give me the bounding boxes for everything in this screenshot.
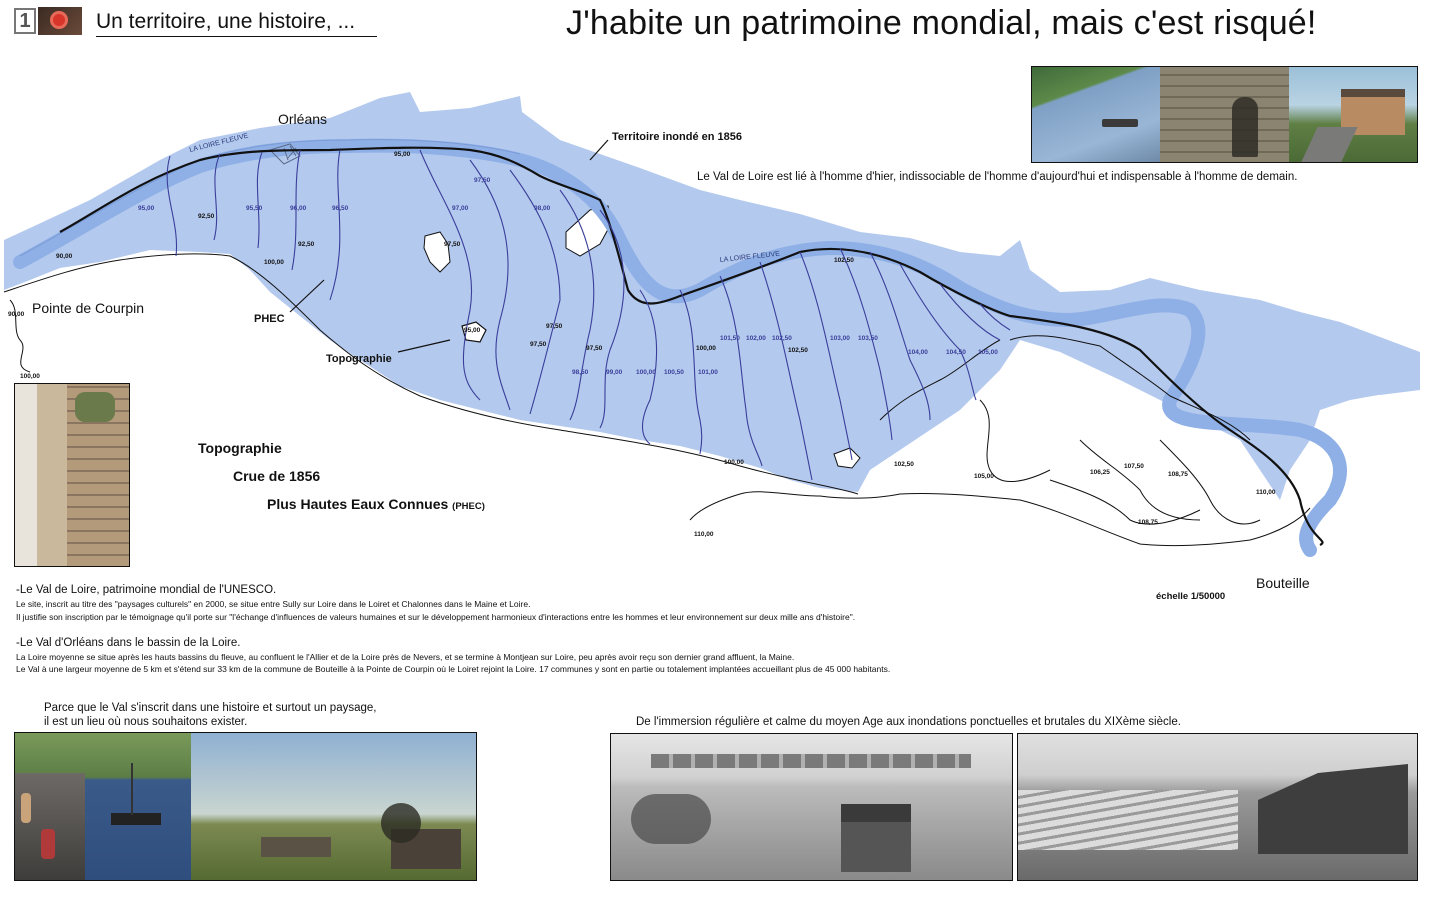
caption-inondations: De l'immersion régulière et calme du moyen Age aux inondations ponctuelles et brutales du XIXème siècle. (636, 716, 1181, 728)
contour-label: 92,50 (298, 241, 315, 248)
map-scale: échelle 1/50000 (1156, 591, 1226, 600)
page-title: J'habite un patrimoine mondial, mais c'est risqué! (566, 4, 1317, 42)
contour-label: 106,25 (1090, 469, 1110, 476)
place-orleans: Orléans (278, 111, 328, 127)
place-bouteille: Bouteille (1256, 575, 1310, 591)
contour-label: 103,00 (830, 335, 850, 342)
contour-label: 110,00 (694, 531, 714, 538)
contour-label: 102,50 (894, 461, 914, 468)
contour-label: 100,00 (20, 373, 40, 380)
place-pointe-de-courpin: Pointe de Courpin (32, 300, 145, 316)
contour-label: 96,50 (332, 205, 349, 212)
contour-label: 97,50 (530, 341, 547, 348)
section-badge (14, 6, 84, 36)
contour-label: 95,00 (464, 327, 481, 334)
contour-label: 104,00 (908, 349, 928, 356)
contour-label: 102,50 (834, 257, 854, 264)
contour-label: 100,00 (264, 259, 284, 266)
legend-phec (267, 496, 485, 512)
photo-stone-wall (14, 383, 130, 567)
annotation-phec: PHEC (254, 313, 285, 325)
contour-label: 107,50 (1124, 463, 1144, 470)
contour-label: 96,00 (290, 205, 307, 212)
contour-label: 97,50 (444, 241, 461, 248)
section-number: 1 (14, 8, 36, 34)
contour-label: 90,00 (56, 253, 73, 260)
contour-label: 95,00 (394, 151, 411, 158)
engraving-medieval-flood (610, 733, 1013, 881)
contour-label: 100,50 (664, 369, 684, 376)
poppy-thumbnail-image (38, 7, 82, 35)
contour-label: 92,50 (198, 213, 215, 220)
contour-label: 100,00 (636, 369, 656, 376)
contour-label: 97,50 (586, 345, 603, 352)
contour-label: 102,50 (772, 335, 792, 342)
contour-label: 103,50 (858, 335, 878, 342)
legend-crue-1856: Crue de 1856 (233, 468, 321, 484)
contour-label: 108,75 (1138, 519, 1158, 526)
contour-label: 98,00 (534, 205, 551, 212)
contour-label: 100,00 (724, 459, 744, 466)
heading-val-orleans: -Le Val d'Orléans dans le bassin de la Loire. (16, 637, 241, 649)
contour-label: 95,00 (138, 205, 155, 212)
contour-label: 98,50 (572, 369, 589, 376)
legend-phec-suffix: (PHEC) (452, 501, 485, 512)
paragraph-val-1: La Loire moyenne se situe après les hauts bassins du fleuve, au confluent le l'Allier et de la Loire près de Nevers, et se termine à Montjean sur Loire, peu après avoir reçu son dernier grand affluent, la Maine. (16, 652, 795, 662)
bottom-left-photo-strip (14, 732, 477, 881)
photo-dusk-farm (191, 733, 476, 880)
engraving-19th-century-flood (1017, 733, 1418, 881)
contour-label: 97,00 (452, 205, 469, 212)
contour-label: 102,00 (746, 335, 766, 342)
contour-label: 105,00 (978, 349, 998, 356)
contour-label: 104,50 (946, 349, 966, 356)
flood-map (0, 80, 1440, 600)
legend-phec-label: Plus Hautes Eaux Connues (267, 496, 449, 512)
caption-paysage-2: il est un lieu où nous souhaitons exister. (44, 716, 248, 728)
contour-label: 97,50 (546, 323, 563, 330)
contour-label: 99,00 (606, 369, 623, 376)
contour-label: 90,00 (8, 311, 25, 318)
river-label: LA LOIRE FLEUVE (719, 250, 781, 264)
contour-label: 100,00 (696, 345, 716, 352)
section-title: Un territoire, une histoire, ... (96, 10, 377, 37)
contour-label: 101,00 (698, 369, 718, 376)
river-label: LA LOIRE FLEUVE (188, 132, 250, 154)
contour-label: 95,50 (246, 205, 263, 212)
paragraph-val-2: Le Val à une largeur moyenne de 5 km et s'étend sur 33 km de la commune de Bouteille à la Pointe de Courpin où le Loiret rejoint la Loire. 17 communes y sont en partie ou totalement implantées accueillant plus de 45 000 habitants. (16, 664, 891, 674)
contour-label: 110,00 (1256, 489, 1276, 496)
annotation-topographie: Topographie (326, 353, 392, 365)
contour-label: 105,00 (974, 473, 994, 480)
caption-paysage-1: Parce que le Val s'inscrit dans une histoire et surtout un paysage, (44, 702, 377, 714)
top-photos-caption: Le Val de Loire est lié à l'homme d'hier, indissociable de l'homme d'aujourd'hui et indispensable à l'homme de demain. (697, 171, 1298, 183)
flood-area-1856 (4, 92, 1420, 500)
paragraph-unesco-1: Le site, inscrit au titre des "paysages culturels" en 2000, se situe entre Sully sur Loire dans le Loiret et Chalonnes dans le Maine et Loire. (16, 599, 531, 609)
contour-label: 108,75 (1168, 471, 1188, 478)
paragraph-unesco-2: Il justifie son inscription par le témoignage qu'il porte sur "l'échange d'influences de valeurs humaines et sur le développement harmonieux d'interactions entre les hommes et leur environnement sur deux mille ans d'histoire". (16, 612, 856, 622)
contour-label: 101,50 (720, 335, 740, 342)
contour-label: 102,50 (788, 347, 808, 354)
contour-label: 97,50 (474, 177, 491, 184)
annotation-flood-1856: Territoire inondé en 1856 (612, 131, 743, 143)
legend-topographie: Topographie (198, 440, 282, 456)
photo-quay-crowd (15, 733, 191, 880)
heading-unesco: -Le Val de Loire, patrimoine mondial de l'UNESCO. (16, 584, 277, 596)
